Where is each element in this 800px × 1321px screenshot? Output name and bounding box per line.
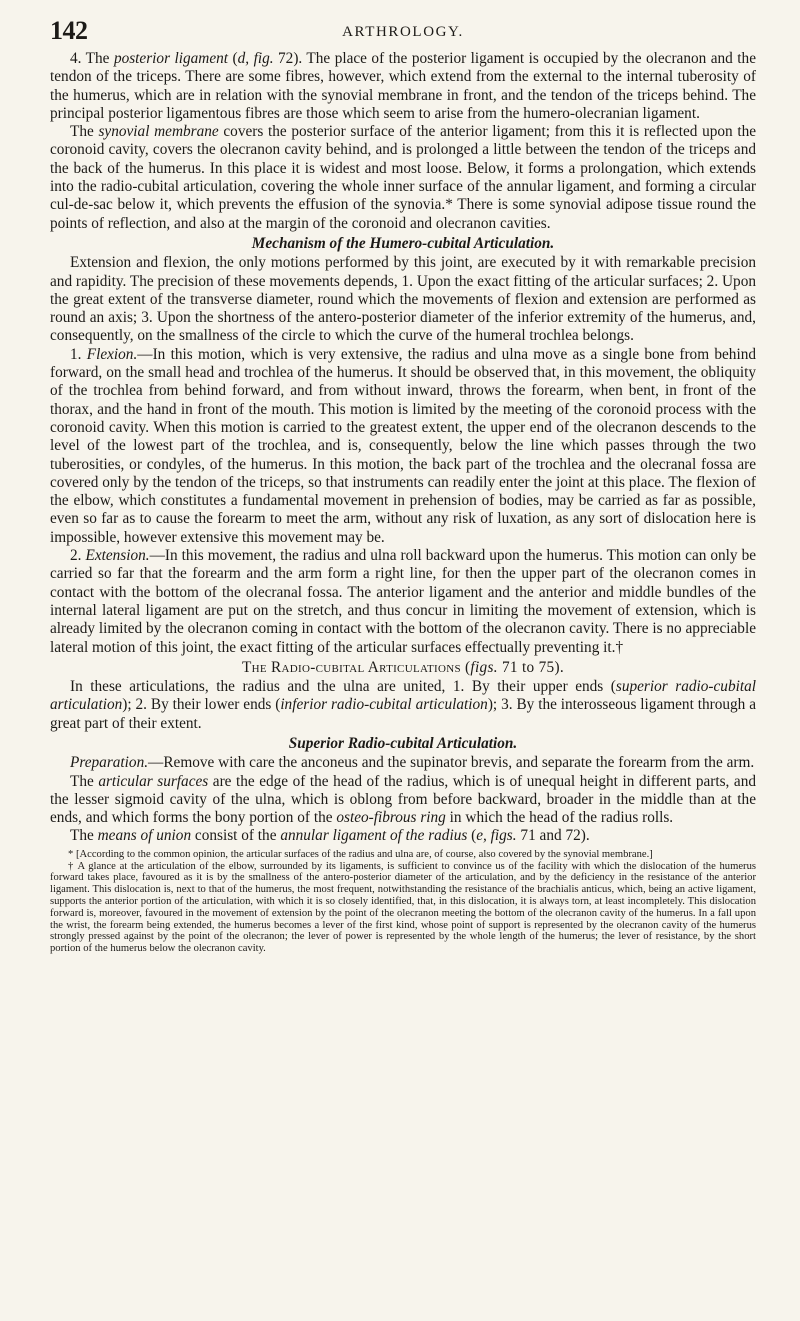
- term-preparation: Preparation.: [70, 754, 149, 772]
- paragraph-articular-surfaces: The articular surfaces are the edge of the head of the radius, which is of unequal height in different parts, and the lesser sigmoid cavity of the ulna, which is oblong from before backward, broader in the middle than at the ends, and which forms the bony portion of the osteo-fibrous ring in which the head of the radius rolls.: [50, 772, 757, 827]
- paragraph-extension: 2. Extension.—In this movement, the radius and ulna roll backward upon the humerus. This motion can only be carried so far that the forearm and the arm form a right line, for then the upper part of the olecranon comes in contact with the bottom of the olecranal fossa. The anterior ligament and the anterior and middle bundles of the internal lateral ligament are put on the stretch, and thus concur in limiting the movement of extension, which is already limited by the olecranon coming in contact with the bottom of the olecranon cavity. There is no appreciable lateral motion of this joint, the exact fitting of the articular surfaces effectually preventing it.†: [50, 547, 757, 656]
- paragraph-synovial-membrane: The synovial membrane covers the posterior surface of the anterior ligament; from this it is reflected upon the coronoid cavity, covers the olecranon cavity behind, and is prolonged a little between the tendon of the triceps and the back of the humerus. In this place it is widest and most loose. Below, it forms a prolongation, which extends into the radio-cubital articulation, covering the whole inner surface of the annular ligament, and forming a circular cul-de-sac below it, which prevents the effusion of the synovia.* There is some synovial adipose tissue round the points of reflection, and also at the margin of the coronoid and olecranon cavities.: [50, 123, 757, 232]
- page-number: 142: [50, 16, 88, 45]
- term-synovial-membrane: synovial membrane: [98, 123, 219, 141]
- figure-reference: d, fig.: [237, 50, 274, 67]
- paragraph-extension-flexion: Extension and flexion, the only motions performed by this joint, are executed by it with remarkable precision and rapidity. The precision of these movements depends, 1. Upon the exact fitting of the articular surfaces; 2. Upon the great extent of the transverse diameter, round which the movements of flexion and extension are performed as round an axis; 3. Upon the shortness of the antero-posterior diameter of the inferior extremity of the humerus, and, consequently, on the smallness of the circle to which the curve of the humeral trochlea belongs.: [50, 254, 756, 345]
- paragraph-posterior-ligament: 4. The posterior ligament (d, fig. 72). The place of the posterior ligament is occupied by the olecranon and the tendon of the triceps. There are some fibres, however, which extend from the external to the internal tuberosity of the humerus, which are in relation with the synovial membrane in front, and the tendon of the triceps behind. The principal posterior ligamentous fibres are those which seem to arise from the humero-olecranian ligament.: [50, 50, 756, 122]
- figure-reference: e, figs.: [476, 827, 517, 845]
- paragraph-preparation: Preparation.—Remove with care the anconeus and the supinator brevis, and separate the forearm from the arm.: [70, 754, 755, 772]
- section-heading-superior-radio-cubital: Superior Radio-cubital Articulation.: [288, 734, 518, 752]
- footnote-asterisk: * [According to the common opinion, the articular surfaces of the radius and ulna are, of course, also covered by the synovial membrane.]: [68, 848, 653, 860]
- term-flexion: Flexion.: [86, 345, 138, 363]
- running-head: ARTHROLOGY.: [342, 24, 464, 40]
- term-posterior-ligament: posterior ligament: [113, 50, 229, 67]
- paragraph-flexion: 1. Flexion.—In this motion, which is very extensive, the radius and ulna move as a single bone from behind forward, on the small head and trochlea of the humerus. It should be observed that, in this movement, the obliquity of the trochlea from behind forward, and from without inward, throws the forearm, when bent, in front of the thorax, and the hand in front of the mouth. This motion is limited by the meeting of the coronoid process with the coronoid cavity. When this motion is carried to the greatest extent, the upper end of the olecranon descends to the level of the lowest part of the trochlea, and is, consequently, below the line which passes through the two tuberosities, or condyles, of the humerus. In this motion, the back part of the trochlea and the olecranal fossa are covered only by the tendon of the triceps, so that instruments can readily enter the joint at this place. The flexion of the elbow, which constitutes a fundamental movement in prehension of bodies, may be carried as far as possible, even so far as to cause the forearm to meet the arm, without any risk of luxation, as any sort of dislocation here is impossible, however extensive this movement may be.: [50, 345, 756, 546]
- section-heading-radio-cubital: The Radio-cubital Articulations (figs. 71 to 75).: [241, 658, 565, 676]
- term-extension: Extension.: [85, 547, 150, 565]
- figure-reference: figs.: [470, 658, 498, 676]
- body-text: [50, 50, 756, 846]
- footnote-dagger: † A glance at the articulation of the elbow, surrounded by its ligaments, is sufficient to convince us of the facility with which the dislocation of the humerus forward takes place, favoured as it is by the smallness of the antero-posterior diameter of the articulation, and by the deficiency in the resistance of the anterior ligament. This dislocation is, next to that of the humerus, the most frequent, notwithstanding the resistance of the brachialis anticus, which, being an active ligament, supports the anterior portion of the articulation, with which it is so closely identified, that, in this dislocation, it is always torn, at least incompletely. This dislocation forward is, moreover, favoured in the movement of extension by the point of the olecranon meeting the bottom of the olecranon cavity of the humerus. In a fall upon the wrist, the forearm being extended, the humerus becomes a lever of the first kind, whose point of support is represented by the olecranon cavity of the humerus strongly pressed against by the point of the olecranon; the lever of power is represented by the whole length of the humerus; the lever of resistance, by the short portion of the humerus below the olecranon cavity.: [50, 860, 756, 955]
- paragraph-means-of-union: The means of union consist of the annular ligament of the radius (e, figs. 71 and 72).: [70, 827, 590, 845]
- page-header: [50, 16, 756, 50]
- footnotes: [50, 849, 756, 955]
- paragraph-radio-cubital-union: In these articulations, the radius and the ulna are united, 1. By their upper ends (superior radio-cubital articulation); 2. By their lower ends (inferior radio-cubital articulation); 3. By the interosseous ligament through a great part of their extent.: [50, 678, 757, 732]
- section-heading-mechanism: Mechanism of the Humero-cubital Articulation.: [251, 234, 555, 252]
